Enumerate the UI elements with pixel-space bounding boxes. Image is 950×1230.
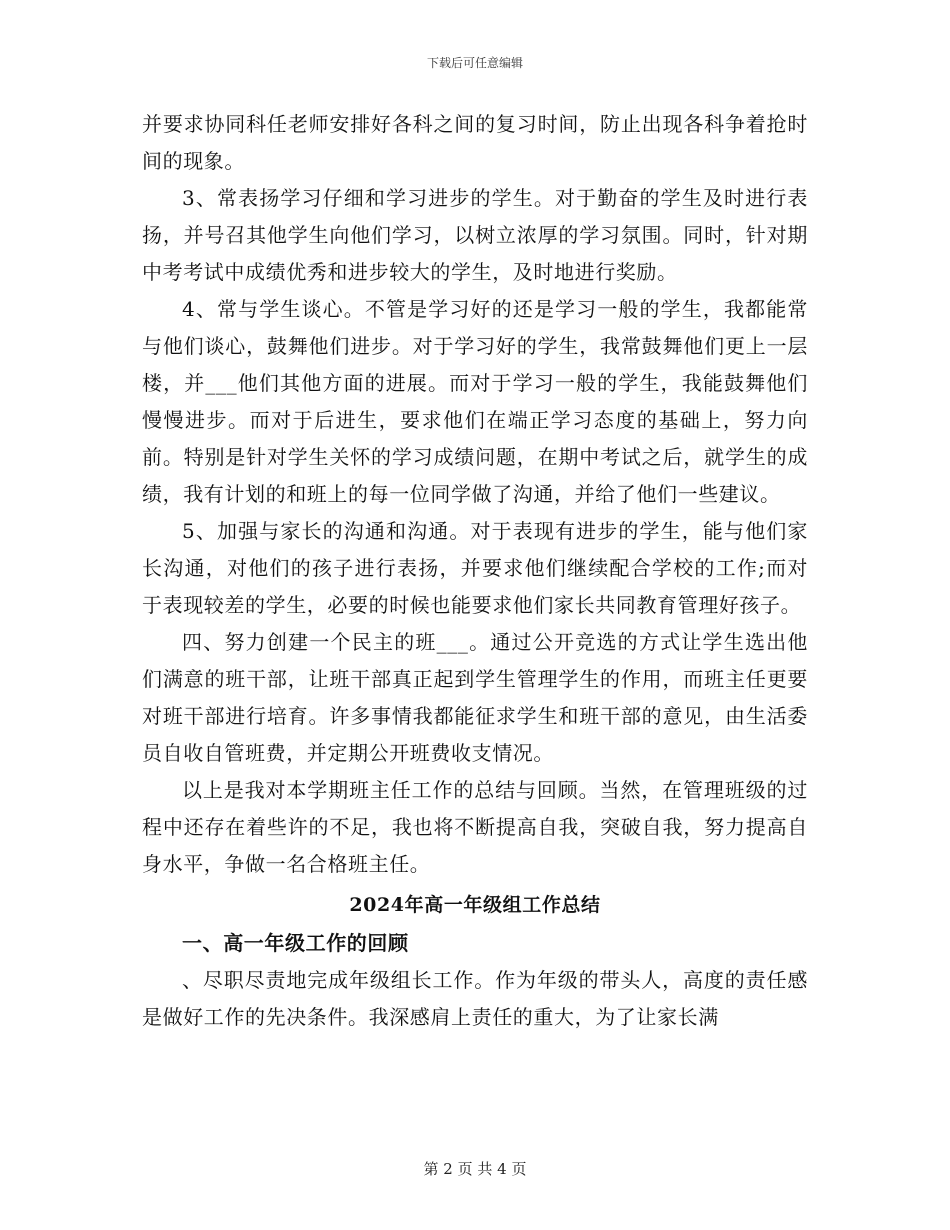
paragraph-1: 并要求协同科任老师安排好各科之间的复习时间，防止出现各科争着抢时间的现象。 bbox=[142, 112, 808, 173]
paragraph-6: 以上是我对本学期班主任工作的总结与回顾。当然，在管理班级的过程中还存在着些许的不足，我也将不断提高自我，突破自我，努力提高自身水平，争做一名合格班主任。 bbox=[142, 778, 808, 876]
paragraph-2: 3、常表扬学习仔细和学习进步的学生。对于勤奋的学生及时进行表扬，并号召其他学生向他们学习，以树立浓厚的学习氛围。同时，针对期中考考试中成绩优秀和进步较大的学生，及时地进行奖励。 bbox=[142, 186, 808, 284]
document-body bbox=[142, 106, 808, 1036]
header-note: 下载后可任意编辑 bbox=[426, 56, 523, 70]
page-number: 第 2 页 共 4 页 bbox=[423, 1160, 527, 1178]
paragraph-3: 4、常与学生谈心。不管是学习好的还是学习一般的学生，我都能常与他们谈心，鼓舞他们进步。对于学习好的学生，我常鼓舞他们更上一层楼，并___他们其他方面的进展。而对于学习一般的学生，我能鼓舞他们慢慢进步。而对于后进生，要求他们在端正学习态度的基础上，努力向前。特别是针对学生关怀的学习成绩问题，在期中考试之后，就学生的成绩，我有计划的和班上的每一位同学做了沟通，并给了他们一些建议。 bbox=[142, 297, 808, 506]
section-heading: 一、高一年级工作的回顾 bbox=[182, 931, 409, 955]
paragraph-7: 、尽职尽责地完成年级组长工作。作为年级的带头人，高度的责任感是做好工作的先决条件。我深感肩上责任的重大，为了让家长满 bbox=[142, 968, 808, 1029]
section-title: 2024年高一年级组工作总结 bbox=[349, 894, 601, 916]
paragraph-4: 5、加强与家长的沟通和沟通。对于表现有进步的学生，能与他们家长沟通，对他们的孩子进行表扬，并要求他们继续配合学校的工作;而对于表现较差的学生，必要的时候也能要求他们家长共同教育管理好孩子。 bbox=[142, 519, 808, 617]
paragraph-5: 四、努力创建一个民主的班___。通过公开竞选的方式让学生选出他们满意的班干部，让班干部真正起到学生管理学生的作用，而班主任更要对班干部进行培育。许多事情我都能征求学生和班干部的意见，由生活委员自收自管班费，并定期公开班费收支情况。 bbox=[142, 630, 808, 765]
